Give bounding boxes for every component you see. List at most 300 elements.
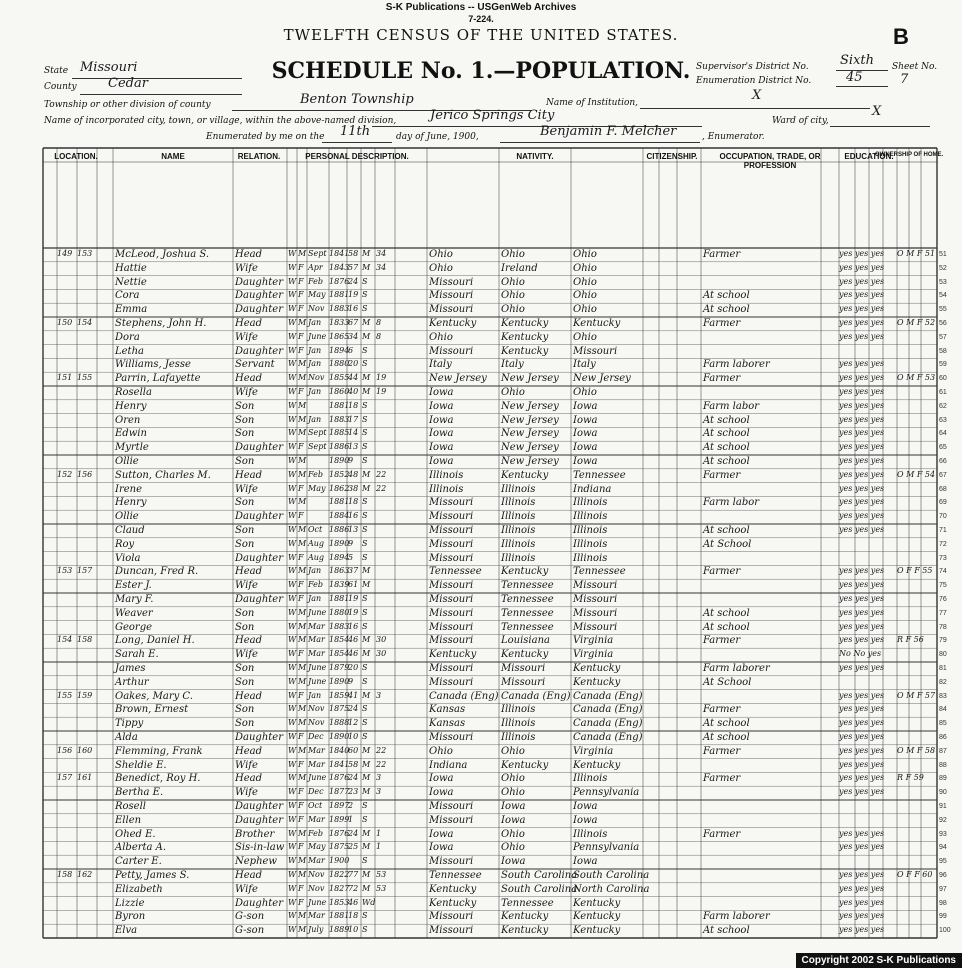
cell-year: 1881 bbox=[329, 400, 350, 410]
cell-name: Benedict, Roy H. bbox=[115, 773, 201, 785]
cell-occ: At school bbox=[703, 925, 750, 937]
cell-name: Alberta A. bbox=[115, 842, 167, 854]
cell-ms: S bbox=[362, 497, 368, 507]
cell-age: 41 bbox=[348, 690, 359, 700]
cell-age: 46 bbox=[348, 649, 359, 659]
cell-ms: S bbox=[362, 621, 368, 631]
cell-rel: Son bbox=[235, 676, 255, 688]
cell-sex: M bbox=[298, 621, 307, 631]
cell-occ: Farmer bbox=[703, 828, 741, 840]
cell-color: W bbox=[288, 663, 297, 672]
cell-birth: Iowa bbox=[429, 828, 454, 840]
cell-edu: yes yes yes bbox=[839, 276, 885, 286]
cell-father: Illinois bbox=[501, 718, 536, 730]
cell-sex: M bbox=[298, 359, 307, 369]
cell-year: 1890 bbox=[329, 456, 350, 465]
cell-month: Dec bbox=[308, 732, 324, 741]
cell-year: 1822 bbox=[329, 870, 350, 879]
cell-name: McLeod, Joshua S. bbox=[115, 249, 210, 260]
cell-sex: F bbox=[298, 580, 304, 590]
cell-fam: 157 bbox=[77, 566, 93, 576]
cell-rel: Head bbox=[235, 635, 263, 647]
cell-year: 1894 bbox=[329, 552, 350, 562]
line-number: 95 bbox=[939, 858, 947, 866]
cell-year: 1889 bbox=[329, 925, 350, 935]
cell-year: 1853 bbox=[329, 897, 350, 907]
cell-month: Oct bbox=[308, 801, 323, 810]
cell-color: W bbox=[288, 621, 297, 631]
cell-year: 1890 bbox=[329, 732, 350, 741]
cell-year: 1877 bbox=[329, 787, 350, 797]
cell-name: James bbox=[115, 663, 146, 674]
cell-year: 1894 bbox=[329, 345, 350, 355]
line-number: 86 bbox=[939, 734, 947, 741]
cell-age: 17 bbox=[348, 414, 359, 424]
cell-birth: Missouri bbox=[429, 304, 474, 316]
cell-sex: F bbox=[298, 552, 304, 562]
cell-yrs: 8 bbox=[376, 331, 382, 341]
cell-color: W bbox=[288, 745, 297, 755]
cell-rel: Sis-in-law bbox=[235, 842, 285, 854]
line-number: 90 bbox=[939, 789, 947, 797]
cell-name: Mary F. bbox=[115, 594, 154, 605]
cell-rel: Wife bbox=[235, 759, 258, 771]
cell-own: O M F 53 bbox=[897, 373, 936, 383]
cell-birth: Iowa bbox=[429, 442, 454, 454]
cell-occ: Farmer bbox=[703, 373, 741, 385]
cell-year: 1881 bbox=[329, 911, 350, 921]
cell-edu: yes yes yes bbox=[839, 842, 885, 852]
cell-color: W bbox=[288, 897, 297, 907]
cell-year: 1865 bbox=[329, 331, 350, 341]
cell-sex: F bbox=[298, 511, 304, 521]
cell-rel: Daughter bbox=[235, 552, 283, 564]
cell-age: 6 bbox=[348, 345, 354, 355]
cell-rel: Servant bbox=[235, 359, 275, 371]
cell-mother: Missouri bbox=[573, 621, 618, 633]
cell-birth: Ohio bbox=[429, 331, 453, 343]
cell-color: W bbox=[288, 690, 297, 700]
cell-month: Feb bbox=[308, 580, 323, 590]
cell-fam: 159 bbox=[77, 690, 93, 700]
institution-label: Name of Institution, bbox=[546, 98, 639, 108]
cell-father: Kentucky bbox=[501, 469, 549, 481]
cell-ms: M bbox=[362, 373, 371, 383]
cell-ms: S bbox=[362, 359, 368, 369]
cell-fam: 153 bbox=[77, 249, 93, 258]
cell-age: 14 bbox=[348, 428, 359, 438]
cell-color: W bbox=[288, 373, 297, 383]
cell-father: Italy bbox=[501, 359, 524, 371]
cell-birth: Missouri bbox=[429, 290, 474, 302]
cell-color: W bbox=[288, 538, 297, 548]
cell-birth: Missouri bbox=[429, 801, 474, 812]
cell-occ: Farmer bbox=[703, 635, 741, 647]
cell-age: 9 bbox=[348, 676, 354, 686]
cell-rel: Son bbox=[235, 428, 255, 440]
cell-ms: S bbox=[362, 856, 368, 866]
cell-month: Nov bbox=[308, 704, 325, 714]
cell-color: W bbox=[288, 276, 297, 286]
cell-age: 37 bbox=[348, 566, 359, 576]
cell-month: Nov bbox=[308, 718, 325, 728]
cell-rel: Daughter bbox=[235, 304, 283, 316]
cell-color: W bbox=[288, 442, 297, 452]
cell-color: W bbox=[288, 787, 297, 797]
cell-father: Ohio bbox=[501, 276, 525, 288]
cell-sex: M bbox=[298, 663, 307, 672]
cell-name: Nettie bbox=[115, 276, 147, 288]
cell-year: 1875 bbox=[329, 842, 350, 852]
cell-sex: M bbox=[298, 497, 307, 507]
county-label: County bbox=[44, 82, 77, 92]
cell-age: 18 bbox=[348, 400, 359, 410]
line-number: 68 bbox=[939, 485, 947, 493]
cell-ms: M bbox=[362, 690, 371, 700]
cell-sex: M bbox=[298, 318, 307, 327]
cell-father: Kentucky bbox=[501, 566, 549, 578]
cell-father: Illinois bbox=[501, 497, 536, 509]
line-number: 92 bbox=[939, 816, 947, 824]
cell-age: 24 bbox=[348, 773, 359, 783]
cell-father: Ohio bbox=[501, 387, 525, 398]
cell-fam: 158 bbox=[77, 635, 93, 645]
cell-name: Henry bbox=[115, 400, 147, 412]
cell-mother: Missouri bbox=[573, 594, 618, 605]
cell-year: 1883 bbox=[329, 414, 350, 424]
cell-color: W bbox=[288, 400, 297, 410]
cell-month: Aug bbox=[308, 538, 325, 548]
cell-color: W bbox=[288, 456, 297, 465]
cell-mother: Italy bbox=[573, 359, 596, 371]
cell-month: Mar bbox=[308, 649, 325, 659]
cell-edu: yes yes yes bbox=[839, 773, 885, 783]
cell-rel: Daughter bbox=[235, 276, 283, 288]
cell-own: O M F 58 bbox=[897, 745, 936, 755]
cell-age: 58 bbox=[348, 249, 359, 258]
cell-birth: Kentucky bbox=[429, 883, 477, 895]
cell-occ: At school bbox=[703, 525, 750, 536]
cell-month: Mar bbox=[308, 911, 325, 921]
cell-name: Ester J. bbox=[115, 580, 152, 592]
line-number: 93 bbox=[939, 830, 947, 838]
cell-year: 1840 bbox=[329, 745, 350, 755]
cell-rel: Brother bbox=[235, 828, 275, 840]
cell-mother: Virginia bbox=[573, 635, 614, 647]
cell-age: 2 bbox=[348, 801, 354, 810]
cell-own: O F F 60 bbox=[897, 870, 933, 879]
line-number: 99 bbox=[939, 913, 947, 921]
line-number: 80 bbox=[939, 651, 947, 659]
cell-own: O M F 54 bbox=[897, 469, 936, 479]
cell-mother: Iowa bbox=[573, 801, 598, 812]
cell-year: 1883 bbox=[329, 621, 350, 631]
cell-edu: yes yes yes bbox=[839, 414, 885, 424]
cell-name: Byron bbox=[115, 911, 146, 923]
cell-edu: yes yes yes bbox=[839, 483, 885, 493]
cell-year: 1875 bbox=[329, 704, 350, 714]
cell-birth: Missouri bbox=[429, 552, 474, 564]
cell-mother: Kentucky bbox=[573, 911, 621, 923]
cell-color: W bbox=[288, 552, 297, 562]
cell-color: W bbox=[288, 801, 297, 810]
cell-rel: Head bbox=[235, 318, 263, 329]
enumerated-label: Enumerated by me on the bbox=[206, 132, 325, 142]
cell-rel: Son bbox=[235, 538, 255, 550]
cell-year: 1852 bbox=[329, 469, 350, 479]
cell-yrs: 3 bbox=[376, 690, 382, 700]
cell-mother: Iowa bbox=[573, 442, 598, 454]
cell-month: Feb bbox=[308, 276, 323, 286]
cell-age: 77 bbox=[348, 870, 359, 879]
day-label: day of June, 1900, bbox=[396, 132, 479, 142]
cell-mother: Ohio bbox=[573, 387, 597, 398]
cell-father: Kentucky bbox=[501, 649, 549, 661]
cell-birth: Indiana bbox=[429, 759, 468, 771]
cell-rel: Son bbox=[235, 718, 255, 730]
supervisor-label: Supervisor's District No. bbox=[696, 62, 809, 72]
cell-edu: yes yes yes bbox=[839, 897, 885, 907]
cell-birth: Missouri bbox=[429, 663, 474, 674]
cell-edu: yes yes yes bbox=[839, 663, 885, 672]
cell-edu: yes yes yes bbox=[839, 828, 885, 838]
cell-mother: Illinois bbox=[573, 497, 608, 509]
cell-birth: Missouri bbox=[429, 635, 474, 647]
cell-age: 16 bbox=[348, 304, 359, 314]
cell-occ: Farm labor bbox=[703, 497, 760, 509]
cell-color: W bbox=[288, 359, 297, 369]
cell-year: 1884 bbox=[329, 511, 350, 521]
cell-month: June bbox=[308, 607, 327, 617]
cell-rel: G-son bbox=[235, 911, 265, 923]
cell-month: May bbox=[308, 842, 326, 852]
cell-sex: M bbox=[298, 538, 307, 548]
cell-rel: Nephew bbox=[235, 856, 277, 868]
cell-rel: Head bbox=[235, 249, 263, 260]
line-number: 97 bbox=[939, 885, 947, 893]
cell-age: 67 bbox=[348, 318, 359, 327]
institution-value: X bbox=[752, 88, 762, 103]
cell-month: Nov bbox=[308, 870, 325, 879]
cell-age: 12 bbox=[348, 718, 359, 728]
line-number: 67 bbox=[939, 471, 947, 479]
cell-yrs: 30 bbox=[376, 635, 387, 645]
cell-occ: At school bbox=[703, 442, 750, 454]
cell-mother: Kentucky bbox=[573, 318, 621, 329]
cell-ms: S bbox=[362, 428, 368, 438]
cell-name: Dora bbox=[115, 331, 140, 343]
cell-birth: Ohio bbox=[429, 249, 453, 260]
cell-sex: F bbox=[298, 262, 304, 272]
cell-ms: S bbox=[362, 814, 368, 824]
cell-father: New Jersey bbox=[501, 400, 559, 412]
cell-name: Hattie bbox=[115, 262, 147, 274]
cell-edu: yes yes yes bbox=[839, 497, 885, 507]
cell-edu: yes yes yes bbox=[839, 331, 885, 341]
cell-yrs: 30 bbox=[376, 649, 387, 659]
cell-name: Elva bbox=[115, 925, 138, 937]
cell-father: Iowa bbox=[501, 814, 526, 826]
cell-father: South Carolina bbox=[501, 870, 578, 881]
cell-dwell: 153 bbox=[57, 566, 73, 576]
cell-yrs: 1 bbox=[376, 842, 382, 852]
cell-mother: Iowa bbox=[573, 456, 598, 467]
cell-sex: M bbox=[298, 925, 307, 935]
cell-sex: F bbox=[298, 594, 304, 603]
cell-father: New Jersey bbox=[501, 414, 559, 426]
cell-mother: Iowa bbox=[573, 856, 598, 868]
cell-rel: Son bbox=[235, 414, 255, 426]
line-number: 82 bbox=[939, 678, 947, 686]
cell-edu: yes yes yes bbox=[839, 442, 885, 452]
cell-birth: Iowa bbox=[429, 428, 454, 440]
cell-month: Sept bbox=[308, 249, 327, 258]
line-number: 51 bbox=[939, 251, 947, 258]
line-number: 61 bbox=[939, 389, 947, 396]
cell-sex: M bbox=[298, 718, 307, 728]
cell-name: Henry bbox=[115, 497, 147, 509]
cell-rel: Son bbox=[235, 525, 255, 536]
cell-ms: M bbox=[362, 828, 371, 838]
sheet-letter: B bbox=[893, 24, 909, 49]
cell-month: Mar bbox=[308, 745, 325, 755]
line-number: 58 bbox=[939, 347, 947, 355]
cell-ms: M bbox=[362, 387, 371, 396]
page-title: TWELFTH CENSUS OF THE UNITED STATES. bbox=[283, 26, 679, 44]
line-number: 64 bbox=[939, 430, 947, 438]
line-number: 52 bbox=[939, 264, 947, 272]
cell-edu: yes yes yes bbox=[839, 870, 885, 879]
cell-age: 61 bbox=[348, 580, 359, 590]
cell-father: Canada (Eng) bbox=[501, 690, 571, 702]
cell-age: 9 bbox=[348, 538, 354, 548]
cell-birth: Missouri bbox=[429, 676, 474, 688]
cell-year: 1859 bbox=[329, 690, 350, 700]
cell-color: W bbox=[288, 911, 297, 921]
cell-edu: yes yes yes bbox=[839, 883, 885, 893]
cell-color: W bbox=[288, 249, 297, 258]
cell-age: 16 bbox=[348, 621, 359, 631]
cell-age: 38 bbox=[348, 483, 359, 493]
cell-mother: Canada (Eng) bbox=[573, 732, 643, 743]
cell-ms: M bbox=[362, 870, 371, 879]
cell-year: 1886 bbox=[329, 525, 350, 534]
cell-month: Jan bbox=[308, 345, 322, 355]
cell-rel: Son bbox=[235, 400, 255, 412]
cell-father: Kentucky bbox=[501, 318, 549, 329]
cell-month: Mar bbox=[308, 621, 325, 631]
cell-month: Nov bbox=[308, 304, 325, 314]
col-occupation: OCCUPATION, TRADE, OR PROFESSION bbox=[719, 152, 821, 170]
cell-edu: yes yes yes bbox=[839, 732, 885, 741]
cell-ms: S bbox=[362, 801, 368, 810]
cell-mother: Ohio bbox=[573, 304, 597, 316]
cell-sex: M bbox=[298, 249, 307, 258]
cell-ms: S bbox=[362, 290, 368, 300]
cell-father: Tennessee bbox=[501, 607, 554, 619]
cell-ms: S bbox=[362, 704, 368, 714]
cell-age: 1 bbox=[348, 814, 354, 824]
cell-yrs: 22 bbox=[376, 759, 387, 769]
cell-father: Ohio bbox=[501, 249, 525, 260]
cell-ms: S bbox=[362, 594, 368, 603]
cell-sex: F bbox=[298, 345, 304, 355]
cell-sex: F bbox=[298, 442, 304, 452]
cell-sex: M bbox=[298, 525, 307, 534]
cell-sex: M bbox=[298, 773, 307, 783]
cell-color: W bbox=[288, 607, 297, 617]
cell-ms: M bbox=[362, 773, 371, 783]
cell-dwell: 155 bbox=[57, 690, 73, 700]
line-number: 74 bbox=[939, 568, 947, 576]
cell-edu: yes yes yes bbox=[839, 925, 885, 935]
cell-dwell: 150 bbox=[57, 318, 73, 327]
cell-edu: yes yes yes bbox=[839, 304, 885, 314]
cell-month: Nov bbox=[308, 883, 325, 893]
cell-rel: Son bbox=[235, 704, 255, 716]
city-label: Name of incorporated city, town, or village, within the above-named division, bbox=[44, 116, 397, 126]
cell-sex: F bbox=[298, 649, 304, 659]
cell-birth: Missouri bbox=[429, 594, 474, 605]
col-education: EDUCATION. bbox=[844, 152, 894, 161]
line-number: 100 bbox=[939, 927, 951, 935]
cell-ms: M bbox=[362, 566, 371, 576]
cell-name: Oakes, Mary C. bbox=[115, 690, 193, 702]
cell-name: Carter E. bbox=[115, 856, 162, 868]
cell-birth: Missouri bbox=[429, 511, 474, 523]
cell-ms: S bbox=[362, 442, 368, 452]
cell-edu: yes yes yes bbox=[839, 787, 885, 797]
line-number: 83 bbox=[939, 692, 947, 700]
cell-month: Mar bbox=[308, 814, 325, 824]
cell-rel: Daughter bbox=[235, 345, 283, 357]
cell-month: July bbox=[308, 925, 324, 935]
cell-occ: At school bbox=[703, 718, 750, 730]
cell-ms: S bbox=[362, 304, 368, 314]
cell-month: Jan bbox=[308, 566, 322, 576]
cell-sex: F bbox=[298, 842, 304, 852]
cell-color: W bbox=[288, 304, 297, 314]
cell-own: O F F 55 bbox=[897, 566, 933, 576]
cell-month: Aug bbox=[308, 552, 325, 562]
cell-ms: M bbox=[362, 262, 371, 272]
cell-name: Elizabeth bbox=[115, 883, 163, 895]
cell-age: 24 bbox=[348, 704, 359, 714]
cell-name: Irene bbox=[115, 483, 143, 495]
cell-rel: Head bbox=[235, 745, 263, 757]
cell-year: 1890 bbox=[329, 676, 350, 686]
cell-mother: Canada (Eng) bbox=[573, 704, 643, 716]
cell-rel: Daughter bbox=[235, 511, 283, 523]
cell-edu: yes yes yes bbox=[839, 373, 885, 383]
line-number: 62 bbox=[939, 402, 947, 410]
cell-rel: Daughter bbox=[235, 594, 283, 605]
line-number: 55 bbox=[939, 306, 947, 314]
cell-ms: S bbox=[362, 718, 368, 728]
cell-mother: Missouri bbox=[573, 345, 618, 357]
cell-mother: Kentucky bbox=[573, 897, 621, 909]
cell-occ: Farm laborer bbox=[703, 359, 770, 371]
cell-birth: Missouri bbox=[429, 856, 474, 868]
schedule-title: SCHEDULE No. 1.—POPULATION. bbox=[271, 58, 691, 84]
cell-father: Ohio bbox=[501, 773, 525, 785]
cell-occ: At school bbox=[703, 414, 750, 426]
cell-name: Rosell bbox=[115, 801, 146, 812]
cell-name: Ellen bbox=[115, 814, 142, 826]
cell-father: New Jersey bbox=[501, 428, 559, 440]
cell-father: Iowa bbox=[501, 801, 526, 812]
cell-yrs: 1 bbox=[376, 828, 382, 838]
